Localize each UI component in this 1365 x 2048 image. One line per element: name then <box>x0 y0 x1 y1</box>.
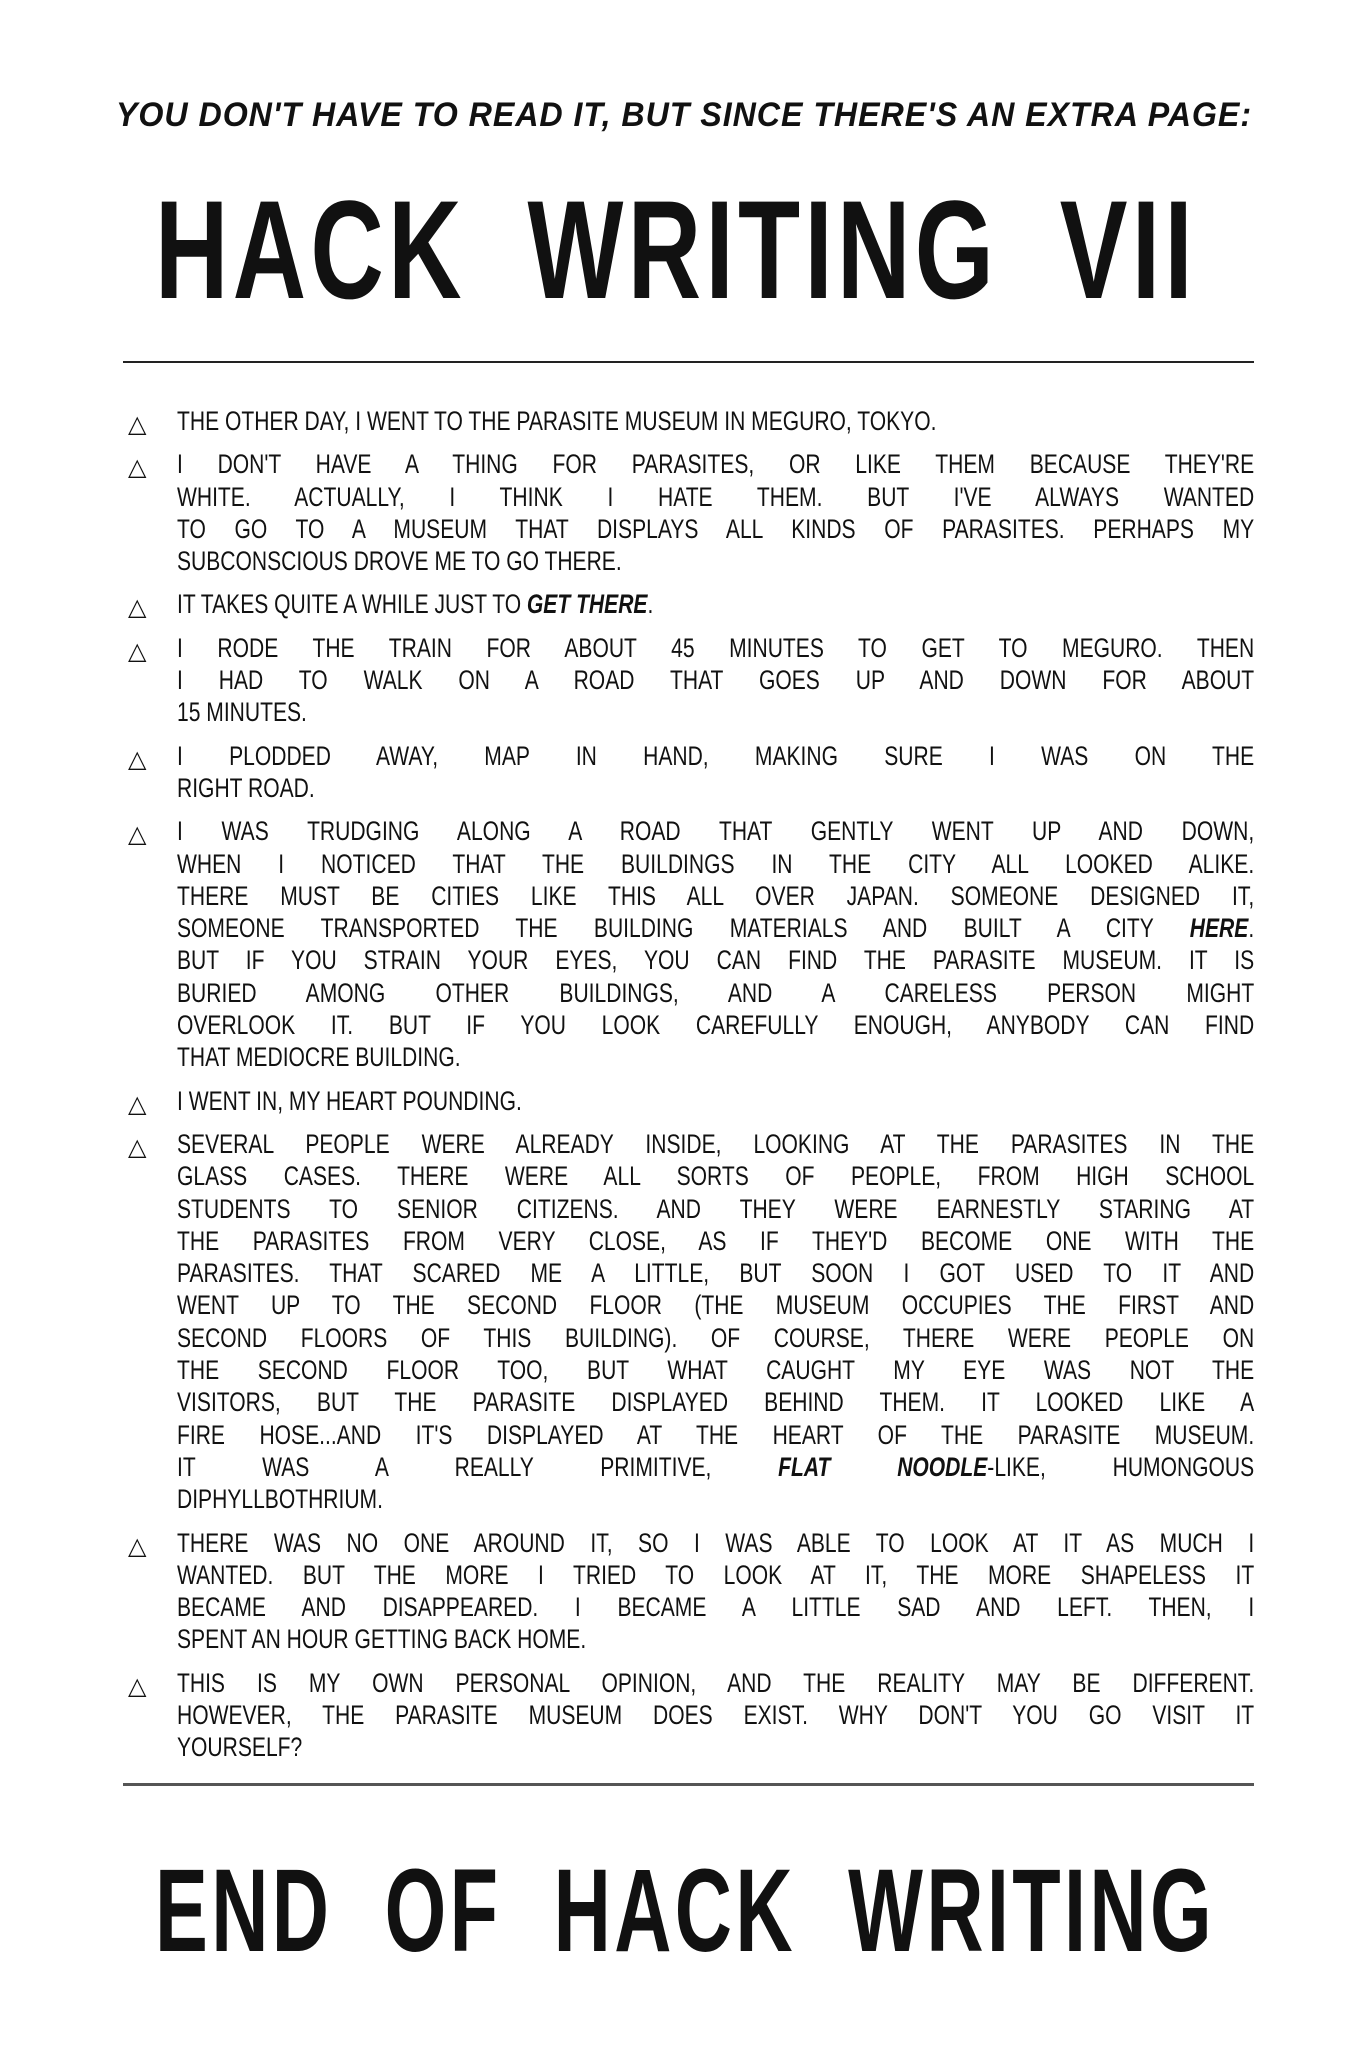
bullet-list <box>128 405 1254 1775</box>
text-line <box>177 1041 1254 1073</box>
triangle-bullet-icon: △ <box>128 1132 147 1161</box>
text-line <box>177 696 1254 728</box>
text-line <box>177 944 1254 976</box>
text-line-content: I DON'T HAVE A THING FOR PARASITES, OR LIKE THEM BECAUSE THEY'RE <box>177 449 1255 480</box>
text-line-content: PARASITES. THAT SCARED ME A LITTLE, BUT SOON I GOT USED TO IT AND <box>177 1258 1255 1289</box>
text-line <box>177 1699 1254 1731</box>
text-line <box>177 1289 1254 1321</box>
text-line <box>177 1322 1254 1354</box>
triangle-bullet-icon: △ <box>128 410 147 438</box>
text-line <box>177 448 1254 480</box>
text-line-content: THE OTHER DAY, I WENT TO THE PARASITE MUSEUM IN MEGURO, TOKYO. <box>177 406 937 436</box>
text-line-content: TO GO TO A MUSEUM THAT DISPLAYS ALL KINDS OF PARASITES. PERHAPS MY <box>177 513 1255 544</box>
text-line <box>177 815 1254 847</box>
triangle-bullet-icon: △ <box>128 453 147 482</box>
top-divider <box>123 361 1254 363</box>
text-segment: SOMEONE TRANSPORTED THE BUILDING MATERIALS AND BUILT A CITY <box>177 913 1190 944</box>
text-line <box>177 1128 1254 1160</box>
end-title-text: END OF HACK WRITING <box>155 1845 1215 1977</box>
text-line-content: BURIED AMONG OTHER BUILDINGS, AND A CARELESS PERSON MIGHT <box>177 977 1255 1008</box>
text-line <box>177 1527 1254 1559</box>
text-line-content: I WENT IN, MY HEART POUNDING. <box>177 1085 522 1116</box>
emphasis-text: FLAT NOODLE <box>778 1451 988 1482</box>
text-line <box>177 1667 1254 1699</box>
triangle-bullet-icon: △ <box>128 1671 147 1700</box>
text-line-content: STUDENTS TO SENIOR CITIZENS. AND THEY WERE EARNESTLY STARING AT <box>177 1193 1255 1224</box>
text-line-content <box>177 588 1254 620</box>
text-line-content: BECAME AND DISAPPEARED. I BECAME A LITTLE SAD AND LEFT. THEN, I <box>177 1592 1255 1623</box>
text-line-content: BUT IF YOU STRAIN YOUR EYES, YOU CAN FIND THE PARASITE MUSEUM. IT IS <box>177 945 1255 976</box>
text-line-content: FIRE HOSE...AND IT'S DISPLAYED AT THE HEART OF THE PARASITE MUSEUM. <box>177 1419 1255 1450</box>
text-line-content: THE SECOND FLOOR TOO, BUT WHAT CAUGHT MY EYE WAS NOT THE <box>177 1355 1255 1386</box>
text-line <box>177 1354 1254 1386</box>
triangle-bullet-icon: △ <box>128 1089 147 1118</box>
text-line-content: SEVERAL PEOPLE WERE ALREADY INSIDE, LOOKING AT THE PARASITES IN THE <box>177 1128 1255 1159</box>
emphasis-text: GET THERE <box>526 589 648 620</box>
emphasis-text: HERE <box>1189 913 1249 944</box>
text-line <box>177 1160 1254 1192</box>
text-line <box>177 1591 1254 1623</box>
text-line-content: WHITE. ACTUALLY, I THINK I HATE THEM. BUT I'VE ALWAYS WANTED <box>177 481 1255 512</box>
text-line-content: THERE WAS NO ONE AROUND IT, SO I WAS ABLE TO LOOK AT IT AS MUCH I <box>177 1527 1255 1558</box>
text-line-content: DIPHYLLBOTHRIUM. <box>177 1484 383 1515</box>
text-line <box>177 740 1254 772</box>
text-segment: . <box>1248 913 1255 944</box>
text-line <box>177 405 1254 437</box>
text-line <box>177 1451 1254 1483</box>
text-line-content: HOWEVER, THE PARASITE MUSEUM DOES EXIST. WHY DON'T YOU GO VISIT IT <box>177 1699 1255 1730</box>
text-line <box>177 632 1254 664</box>
text-line-content: THERE MUST BE CITIES LIKE THIS ALL OVER JAPAN. SOMEONE DESIGNED IT, <box>177 880 1255 911</box>
bottom-divider <box>123 1783 1254 1786</box>
text-line <box>177 1257 1254 1289</box>
text-line-content: VISITORS, BUT THE PARASITE DISPLAYED BEHIND THEM. IT LOOKED LIKE A <box>177 1387 1255 1418</box>
text-line-content: I PLODDED AWAY, MAP IN HAND, MAKING SURE I WAS ON THE <box>177 740 1255 771</box>
list-item <box>128 588 1254 620</box>
text-line <box>177 1009 1254 1041</box>
list-item <box>128 1667 1254 1764</box>
text-line-content: THAT MEDIOCRE BUILDING. <box>177 1042 461 1073</box>
text-line-content: SPENT AN HOUR GETTING BACK HOME. <box>177 1624 587 1655</box>
triangle-bullet-icon: △ <box>128 636 147 665</box>
list-item <box>128 632 1254 729</box>
text-line <box>177 1386 1254 1418</box>
text-line <box>177 513 1254 545</box>
text-line-content: THIS IS MY OWN PERSONAL OPINION, AND THE REALITY MAY BE DIFFERENT. <box>177 1667 1255 1698</box>
text-line-content: I RODE THE TRAIN FOR ABOUT 45 MINUTES TO GET TO MEGURO. THEN <box>177 632 1255 663</box>
text-segment: IT WAS A REALLY PRIMITIVE, <box>177 1451 779 1482</box>
list-item <box>128 1085 1254 1117</box>
text-segment: IT TAKES QUITE A WHILE JUST TO <box>177 589 527 620</box>
text-line <box>177 545 1254 577</box>
triangle-bullet-icon: △ <box>128 1531 147 1560</box>
text-line <box>177 481 1254 513</box>
text-line <box>177 912 1254 944</box>
text-line <box>177 1085 1254 1117</box>
triangle-bullet-icon: △ <box>128 593 147 622</box>
text-line <box>177 588 1254 620</box>
text-line <box>177 1559 1254 1591</box>
text-line <box>177 977 1254 1009</box>
text-line <box>177 664 1254 696</box>
text-line-content: I HAD TO WALK ON A ROAD THAT GOES UP AND DOWN FOR ABOUT <box>177 665 1255 696</box>
text-line <box>177 848 1254 880</box>
text-line <box>177 1225 1254 1257</box>
list-item <box>128 448 1254 577</box>
page-title-text: HACK WRITING VII <box>155 171 1197 328</box>
page-title <box>155 171 1197 328</box>
text-line <box>177 772 1254 804</box>
kicker-text <box>116 96 1252 135</box>
list-item <box>128 815 1254 1073</box>
text-line <box>177 1419 1254 1451</box>
text-line <box>177 1623 1254 1655</box>
text-line-content: 15 MINUTES. <box>177 697 307 728</box>
text-segment: -LIKE, HUMONGOUS <box>987 1451 1255 1482</box>
triangle-bullet-icon: △ <box>128 820 147 849</box>
end-title <box>155 1845 1215 1977</box>
text-line-content: GLASS CASES. THERE WERE ALL SORTS OF PEOPLE, FROM HIGH SCHOOL <box>177 1161 1255 1192</box>
text-line-content: SUBCONSCIOUS DROVE ME TO GO THERE. <box>177 546 622 577</box>
text-line <box>177 880 1254 912</box>
text-line-content <box>177 912 1254 944</box>
text-line <box>177 1193 1254 1225</box>
text-line-content: WHEN I NOTICED THAT THE BUILDINGS IN THE CITY ALL LOOKED ALIKE. <box>177 848 1255 879</box>
text-line-content <box>177 1451 1254 1483</box>
text-line-content: YOURSELF? <box>177 1732 303 1763</box>
kicker-label: YOU DON'T HAVE TO READ IT, BUT SINCE THERE'S AN EXTRA PAGE: <box>116 96 1252 134</box>
text-segment: . <box>647 589 654 620</box>
text-line-content: WENT UP TO THE SECOND FLOOR (THE MUSEUM OCCUPIES THE FIRST AND <box>177 1290 1255 1321</box>
list-item <box>128 405 1254 437</box>
list-item <box>128 740 1254 805</box>
text-line-content: THE PARASITES FROM VERY CLOSE, AS IF THEY'D BECOME ONE WITH THE <box>177 1225 1255 1256</box>
triangle-bullet-icon: △ <box>128 744 147 773</box>
text-line <box>177 1731 1254 1763</box>
list-item <box>128 1527 1254 1656</box>
text-line <box>177 1483 1254 1515</box>
text-line-content: OVERLOOK IT. BUT IF YOU LOOK CAREFULLY ENOUGH, ANYBODY CAN FIND <box>177 1010 1255 1041</box>
text-line-content: I WAS TRUDGING ALONG A ROAD THAT GENTLY WENT UP AND DOWN, <box>177 816 1255 847</box>
list-item <box>128 1128 1254 1516</box>
text-line-content: WANTED. BUT THE MORE I TRIED TO LOOK AT IT, THE MORE SHAPELESS IT <box>177 1559 1255 1590</box>
text-line-content: SECOND FLOORS OF THIS BUILDING). OF COURSE, THERE WERE PEOPLE ON <box>177 1322 1255 1353</box>
text-line-content: RIGHT ROAD. <box>177 772 315 803</box>
